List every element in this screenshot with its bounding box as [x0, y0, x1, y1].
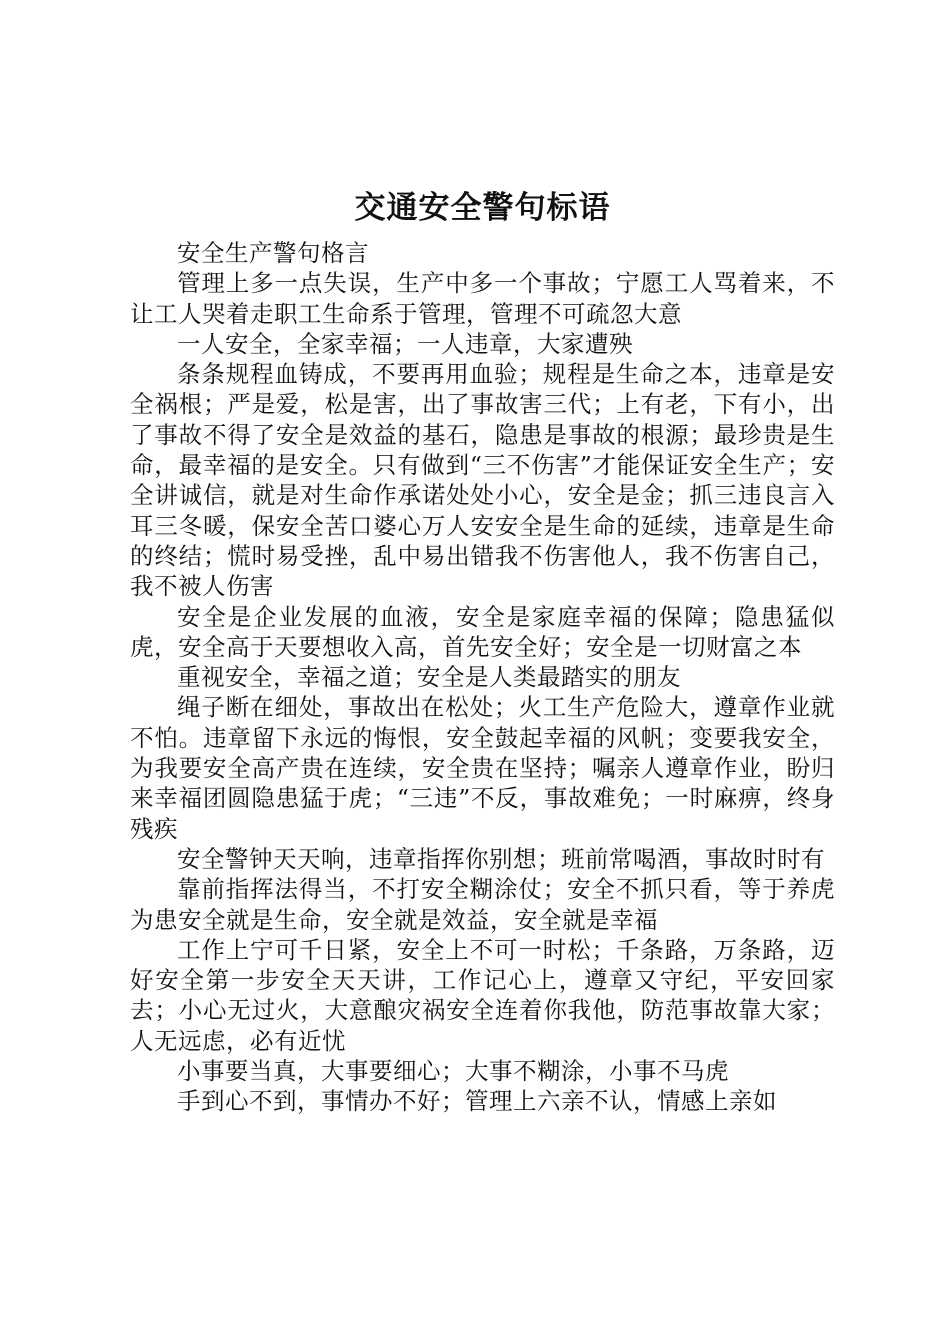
paragraph: 绳子断在细处，事故出在松处；火工生产危险大，遵章作业就不怕。违章留下永远的悔恨，安全鼓起幸福的风帆；变要我安全，为我要安全高产贵在连续，安全贵在坚持；嘱亲人遵章作业，盼归来幸福团圆隐患猛于虎；“三违”不反，事故难免；一时麻痹，终身残疾 — [130, 693, 835, 843]
document-title: 交通安全警句标语 — [354, 190, 611, 226]
paragraph: 安全是企业发展的血液，安全是家庭幸福的保障；隐患猛似虎，安全高于天要想收入高，首先安全好；安全是一切财富之本 — [130, 602, 835, 661]
paragraph: 安全警钟天天响，违章指挥你别想；班前常喝酒，事故时时有 — [177, 844, 825, 873]
paragraph: 小事要当真，大事要细心；大事不糊涂，小事不马虎 — [177, 1057, 729, 1086]
paragraph: 工作上宁可千日紧，安全上不可一时松；千条路，万条路，迈好安全第一步安全天天讲，工作记心上，遵章又守纪，平安回家去；小心无过火，大意酿灾祸安全连着你我他，防范事故靠大家；人无远虑，必有近忧 — [130, 935, 835, 1055]
document-page — [130, 188, 835, 1117]
paragraph: 靠前指挥法得当，不打安全糊涂仗；安全不抓只看，等于养虎为患安全就是生命，安全就是效益，安全就是幸福 — [130, 875, 835, 934]
paragraph: 安全生产警句格言 — [177, 239, 369, 267]
paragraph: 管理上多一点失误，生产中多一个事故；宁愿工人骂着来，不让工人哭着走职工生命系于管理，管理不可疏忽大意 — [130, 269, 835, 328]
paragraph: 一人安全，全家幸福；一人违章，大家遭殃 — [177, 329, 633, 358]
paragraph: 重视安全，幸福之道；安全是人类最踏实的朋友 — [177, 663, 681, 692]
paragraph: 条条规程血铸成，不要再用血验；规程是生命之本，违章是安全祸根；严是爱，松是害，出了事故害三代；上有老，下有小，出了事故不得了安全是效益的基石，隐患是事故的根源；最珍贵是生命，最幸福的是安全。只有做到“三不伤害”才能保证安全生产；安全讲诚信，就是对生命作承诺处处小心，安全是金；抓三违良言入耳三冬暖，保安全苦口婆心万人安安全是生命的延续，违章是生命的终结；慌时易受挫，乱中易出错我不伤害他人，我不伤害自己，我不被人伤害 — [130, 360, 835, 601]
paragraph: 手到心不到，事情办不好；管理上六亲不认，情感上亲如 — [177, 1087, 777, 1116]
document-body — [130, 238, 835, 1117]
